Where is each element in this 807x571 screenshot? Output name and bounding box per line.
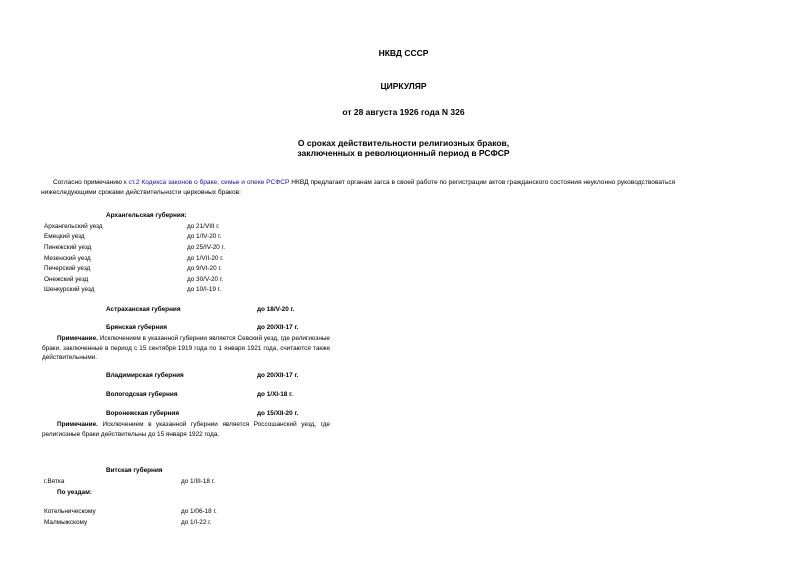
bryansk-note bbox=[42, 334, 330, 363]
intro-text-start: Согласно примечанию bbox=[53, 179, 124, 186]
document-authority: НКВД СССР bbox=[378, 48, 429, 58]
county-date: до 10/I-19 г. bbox=[187, 286, 222, 293]
county-date: до 1/06-18 г. bbox=[181, 508, 217, 515]
county-name: Мезенский уезд bbox=[44, 255, 91, 262]
county-date: до 1/VII-20 г. bbox=[187, 255, 224, 262]
voronezh-note-label: Примечание. bbox=[57, 421, 98, 428]
astrakhan-date: до 18/V-20 г. bbox=[257, 306, 295, 313]
county-date: до 9/VI-20 г. bbox=[187, 265, 222, 272]
bryansk-date: до 20/XII-17 г. bbox=[257, 324, 299, 331]
document-title-line-1: О сроках действительности религиозных браков, bbox=[297, 138, 510, 148]
vladimir-date: до 20/XII-17 г. bbox=[257, 372, 299, 379]
county-date: до 1/I-22 г. bbox=[181, 519, 212, 526]
county-name: Шенкурский уезд bbox=[44, 286, 95, 293]
vologda-name: Вологодская губерния bbox=[106, 391, 178, 398]
county-date: до 30/V-20 г. bbox=[187, 276, 224, 283]
voronezh-date: до 15/XII-20 г. bbox=[257, 410, 299, 417]
bryansk-name: Брянская губерния bbox=[106, 324, 167, 331]
county-name: Онежский уезд bbox=[44, 276, 89, 283]
intro-text-end: НКВД предлагает органам загса в своей работе по регистрации актов гражданского состояния неуклонно руководствоваться bbox=[289, 179, 676, 186]
vyatka-title: Витская губерния bbox=[106, 467, 163, 474]
county-name: Архангельский уезд bbox=[44, 223, 103, 230]
vyatka-city-date: до 1/III-18 г. bbox=[181, 478, 216, 485]
code-reference-link[interactable]: к ст.2 Кодекса законов о браке, семье и опеке РСФСР bbox=[123, 179, 290, 186]
vladimir-name: Владимирская губерния bbox=[106, 372, 184, 379]
vologda-date: до 1/XI-18 г. bbox=[257, 391, 293, 398]
county-name: Пинежский уезд bbox=[44, 244, 92, 251]
county-date: до 25/IV-20 г. bbox=[187, 244, 225, 251]
document-type: ЦИРКУЛЯР bbox=[380, 81, 427, 91]
document-date-number: от 28 августа 1926 года N 326 bbox=[342, 107, 465, 117]
astrakhan-name: Астраханская губерния bbox=[106, 306, 181, 313]
by-counties-heading: По уездам: bbox=[57, 489, 92, 496]
bryansk-note-text: Исключением в указанной губернии является Севский уезд, где религиозные браки, заключенные в период с 15 сентября 1919 года по 1 января 1921 года, считаются также действительными. bbox=[42, 335, 330, 361]
county-name: Емецкий уезд bbox=[44, 233, 85, 240]
voronezh-note bbox=[42, 420, 330, 439]
bryansk-note-label: Примечание. bbox=[57, 335, 98, 342]
voronezh-name: Воронежская губерния bbox=[106, 410, 180, 417]
county-name: Печерский уезд bbox=[44, 265, 91, 272]
county-name: Котельническому bbox=[44, 508, 96, 515]
intro-paragraph-line-1 bbox=[53, 178, 675, 188]
vyatka-city-name: г.Вятка bbox=[44, 478, 65, 485]
county-date: до 1/IV-20 г. bbox=[187, 233, 222, 240]
county-date: до 21/VIII г. bbox=[187, 223, 220, 230]
county-name: Малмыжскому bbox=[44, 519, 88, 526]
arkhangelsk-title: Архангельская губерния: bbox=[106, 212, 187, 219]
document-title-line-2: заключенных в революционный период в РСФСР bbox=[297, 148, 510, 158]
intro-paragraph-line-2: нижеследующими сроками действительности церковных браков: bbox=[41, 189, 241, 196]
voronezh-note-text: Исключением в указанной губернии является Россошанский уезд, где религиозные браки действительны до 15 января 1922 года. bbox=[42, 421, 330, 438]
